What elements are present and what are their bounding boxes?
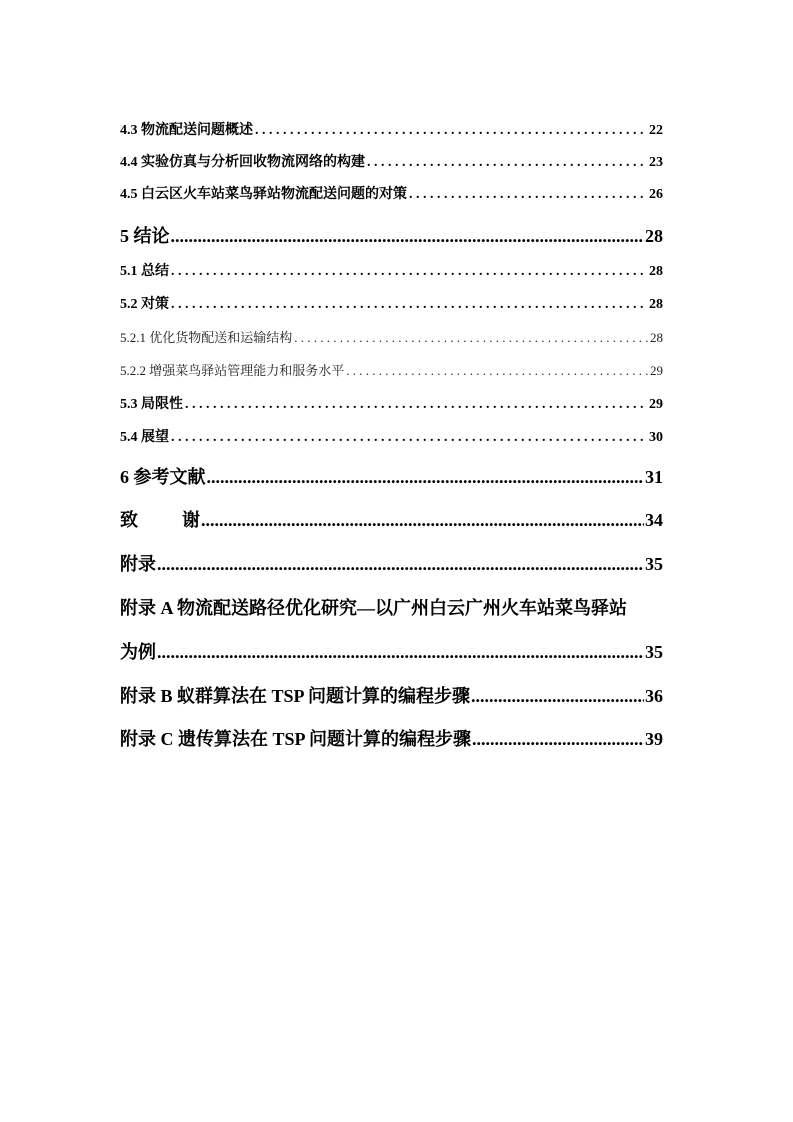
toc-entry-label: 为例 bbox=[120, 642, 156, 662]
toc-entry-5-3[interactable] bbox=[120, 396, 663, 414]
toc-entry-label: 4.5 白云区火车站菜鸟驿站物流配送问题的对策 bbox=[120, 187, 407, 202]
toc-entry-appendix-c[interactable] bbox=[120, 727, 663, 751]
dot-leader bbox=[471, 684, 644, 708]
toc-entry-page: 31 bbox=[645, 467, 663, 487]
dot-leader bbox=[171, 263, 647, 281]
toc-entry-label: 5 结论 bbox=[120, 226, 170, 246]
dot-leader bbox=[409, 186, 647, 204]
toc-entry-page: 26 bbox=[649, 187, 663, 202]
toc-entry-5-2[interactable] bbox=[120, 296, 663, 314]
toc-entry-page: 30 bbox=[649, 430, 663, 445]
toc-entry-label bbox=[120, 508, 200, 532]
toc-entry-appendix-b[interactable] bbox=[120, 684, 663, 708]
dot-leader bbox=[171, 224, 645, 248]
dot-leader bbox=[171, 296, 647, 314]
toc-entry-label: 5.4 展望 bbox=[120, 430, 169, 445]
dot-leader bbox=[346, 362, 648, 380]
toc-entry-label: 5.2.2 增强菜鸟驿站管理能力和服务水平 bbox=[120, 363, 345, 378]
toc-entry-appendix-a-line1[interactable]: 附录 A 物流配送路径优化研究—以广州白云广州火车站菜鸟驿站 bbox=[120, 598, 628, 618]
toc-entry-4-4[interactable] bbox=[120, 154, 663, 172]
toc-entry-page: 34 bbox=[645, 510, 663, 530]
toc-entry-page: 29 bbox=[650, 363, 663, 378]
toc-entry-label: 6 参考文献 bbox=[120, 467, 206, 487]
toc-entry-5-2-1[interactable] bbox=[120, 329, 663, 347]
dot-leader bbox=[367, 154, 647, 172]
toc-entry-5-2-2[interactable] bbox=[120, 362, 663, 380]
toc-entry-5-1[interactable] bbox=[120, 263, 663, 281]
toc-entry-appendix-a-line2[interactable] bbox=[120, 640, 663, 664]
toc-entry-appendix[interactable] bbox=[120, 552, 663, 576]
toc-entry-page: 28 bbox=[649, 264, 663, 279]
toc-entry-page: 22 bbox=[649, 123, 663, 138]
toc-entry-label: 4.4 实验仿真与分析回收物流网络的构建 bbox=[120, 155, 365, 170]
toc-entry-label: 附录 C 遗传算法在 TSP 问题计算的编程步骤 bbox=[120, 729, 472, 749]
toc-entry-5[interactable] bbox=[120, 224, 663, 248]
toc-entry-page: 29 bbox=[649, 397, 663, 412]
toc-entry-label: 5.1 总结 bbox=[120, 264, 169, 279]
toc-entry-5-4[interactable] bbox=[120, 429, 663, 447]
toc-entry-label: 5.2.1 优化货物配送和运输结构 bbox=[120, 330, 293, 345]
toc-entry-page: 28 bbox=[650, 330, 663, 345]
toc-entry-6[interactable] bbox=[120, 465, 663, 489]
dot-leader bbox=[207, 465, 645, 489]
dot-leader bbox=[157, 640, 644, 664]
dot-leader bbox=[185, 396, 647, 414]
toc-entry-page: 36 bbox=[645, 686, 663, 706]
ack-char-2: 谢 bbox=[182, 510, 200, 530]
toc-entry-page: 35 bbox=[645, 554, 663, 574]
dot-leader bbox=[255, 122, 647, 140]
toc-entry-label: 5.3 局限性 bbox=[120, 397, 183, 412]
toc-entry-page: 39 bbox=[645, 729, 663, 749]
toc-entry-label: 5.2 对策 bbox=[120, 297, 169, 312]
dot-leader bbox=[201, 508, 644, 532]
toc-entry-page: 28 bbox=[649, 297, 663, 312]
toc-entry-label: 附录 bbox=[120, 554, 156, 574]
dot-leader bbox=[472, 727, 644, 751]
toc-entry-page: 23 bbox=[649, 155, 663, 170]
toc-entry-acknowledgement[interactable] bbox=[120, 508, 663, 532]
toc-entry-page: 28 bbox=[645, 226, 663, 246]
dot-leader bbox=[157, 552, 644, 576]
dot-leader bbox=[294, 329, 648, 347]
toc-entry-label: 4.3 物流配送问题概述 bbox=[120, 123, 253, 138]
toc-entry-page: 35 bbox=[645, 642, 663, 662]
ack-char-1: 致 bbox=[120, 510, 138, 530]
toc-entry-label: 附录 B 蚁群算法在 TSP 问题计算的编程步骤 bbox=[120, 686, 471, 706]
toc-entry-4-3[interactable] bbox=[120, 122, 663, 140]
dot-leader bbox=[171, 429, 647, 447]
toc-entry-4-5[interactable] bbox=[120, 186, 663, 204]
